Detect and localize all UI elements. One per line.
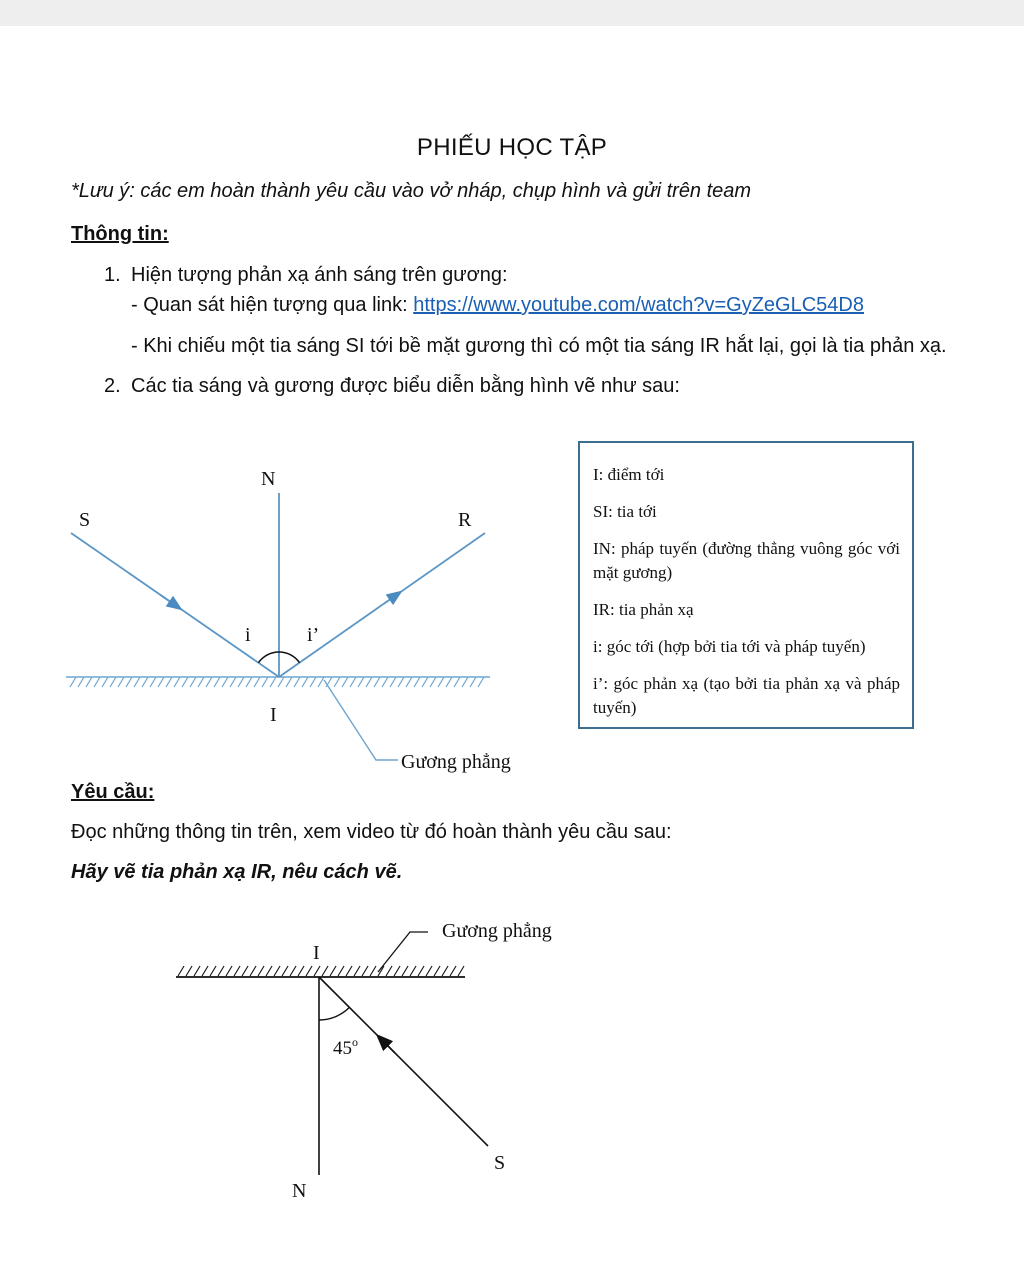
- hatch-mark: [186, 966, 192, 976]
- hatch-mark: [362, 966, 368, 976]
- hatch-mark: [322, 966, 328, 976]
- item1-text: Hiện tượng phản xạ ánh sáng trên gương:: [131, 264, 508, 286]
- legend-item: i’: góc phản xạ (tạo bởi tia phản xạ và pháp tuyến): [593, 674, 900, 717]
- note-text: *Lưu ý: các em hoàn thành yêu cầu vào vở nháp, chụp hình và gửi trên team: [71, 180, 752, 202]
- hatch-mark: [354, 966, 360, 976]
- label-S: S: [79, 509, 91, 531]
- hatch-mark: [210, 966, 216, 976]
- item1-number: 1.: [104, 264, 121, 286]
- task-mirror-pointer: [378, 932, 428, 972]
- task-mirror-hatch: [178, 966, 464, 976]
- hatch-mark: [410, 966, 416, 976]
- page-title: PHIẾU HỌC TẬP: [416, 134, 608, 161]
- task-label-N: N: [292, 1180, 307, 1202]
- item1-desc: - Khi chiếu một tia sáng SI tới bề mặt gương thì có một tia sáng IR hắt lại, gọi là tia phản xạ.: [131, 335, 947, 357]
- hatch-mark: [218, 966, 224, 976]
- hatch-mark: [330, 966, 336, 976]
- legend-item: SI: tia tới: [593, 502, 657, 521]
- hatch-mark: [290, 966, 296, 976]
- hatch-mark: [266, 966, 272, 976]
- task-angle-unit: o: [352, 1035, 358, 1049]
- item2-number: 2.: [104, 375, 121, 397]
- hatch-mark: [242, 966, 248, 976]
- hatch-mark: [346, 966, 352, 976]
- mirror-label: Gương phẳng: [401, 751, 511, 773]
- legend-item: IN: pháp tuyến (đường thẳng vuông góc với mặt gương): [593, 539, 900, 582]
- hatch-mark: [458, 966, 464, 976]
- hatch-mark: [402, 966, 408, 976]
- hatch-mark: [450, 966, 456, 976]
- hatch-mark: [250, 966, 256, 976]
- hatch-mark: [274, 966, 280, 976]
- legend-item: i: góc tới (hợp bởi tia tới và pháp tuyến): [593, 637, 866, 656]
- hatch-mark: [370, 966, 376, 976]
- hatch-mark: [418, 966, 424, 976]
- label-R: R: [458, 509, 472, 531]
- task-angle-label: [333, 1035, 358, 1059]
- label-I: I: [270, 704, 277, 726]
- hatch-mark: [194, 966, 200, 976]
- task-angle-arc: [319, 1007, 349, 1020]
- hatch-mark: [442, 966, 448, 976]
- hatch-mark: [226, 966, 232, 976]
- task-label-S: S: [494, 1152, 506, 1174]
- label-i-prime: i’: [307, 624, 320, 646]
- label-N: N: [261, 468, 276, 490]
- task-incident-ray: [319, 977, 488, 1146]
- hatch-mark: [386, 966, 392, 976]
- requirement-heading: Yêu cầu:: [71, 781, 155, 803]
- label-i: i: [245, 624, 251, 646]
- task-arrow-icon: [382, 1040, 395, 1053]
- task-angle-value: 45: [333, 1038, 352, 1059]
- hatch-mark: [306, 966, 312, 976]
- task-label-I: I: [313, 942, 320, 964]
- youtube-link[interactable]: https://www.youtube.com/watch?v=GyZeGLC54D8: [413, 294, 864, 316]
- hatch-mark: [298, 966, 304, 976]
- legend-item: IR: tia phản xạ: [593, 600, 694, 619]
- task-mirror-label: Gương phẳng: [442, 920, 552, 942]
- hatch-mark: [394, 966, 400, 976]
- requirement-text: Đọc những thông tin trên, xem video từ đó hoàn thành yêu cầu sau:: [71, 821, 672, 843]
- legend-item: I: điểm tới: [593, 465, 665, 484]
- hatch-mark: [434, 966, 440, 976]
- hatch-mark: [282, 966, 288, 976]
- item2-text: Các tia sáng và gương được biểu diễn bằng hình vẽ như sau:: [131, 375, 680, 397]
- observe-prefix: - Quan sát hiện tượng qua link:: [131, 294, 414, 316]
- hatch-mark: [258, 966, 264, 976]
- task-text: Hãy vẽ tia phản xạ IR, nêu cách vẽ.: [71, 861, 403, 883]
- hatch-mark: [338, 966, 344, 976]
- hatch-mark: [202, 966, 208, 976]
- info-heading: Thông tin:: [71, 223, 169, 245]
- hatch-mark: [178, 966, 184, 976]
- hatch-mark: [234, 966, 240, 976]
- hatch-mark: [426, 966, 432, 976]
- hatch-mark: [314, 966, 320, 976]
